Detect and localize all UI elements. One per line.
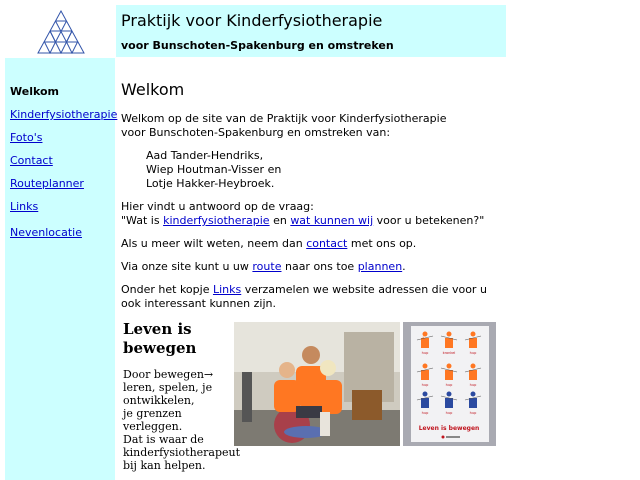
poster-label: hup bbox=[469, 411, 477, 415]
aside-title-line: bewegen bbox=[123, 339, 197, 357]
poster-label: kronkel bbox=[442, 351, 456, 355]
poster-label: hup bbox=[421, 411, 429, 415]
poster-label: hup bbox=[469, 383, 477, 387]
aside-title bbox=[123, 320, 231, 358]
question-text-2: en bbox=[269, 214, 291, 227]
route-text-1: Via onze site kunt u uw bbox=[121, 260, 253, 273]
aside-text-line: Door bewegen→ bbox=[123, 368, 214, 381]
nav-item-kinderfysiotherapie[interactable]: Kinderfysiotherapie bbox=[10, 108, 118, 121]
poster-label: hup bbox=[469, 351, 477, 355]
contact-text-2: met ons op. bbox=[347, 237, 417, 250]
links-text-1: Onder het kopje bbox=[121, 283, 213, 296]
poster-caption: Leven is bewegen bbox=[418, 425, 480, 432]
link-kinderfysiotherapie[interactable]: kinderfysiotherapie bbox=[163, 214, 270, 227]
poster-label: hup bbox=[445, 411, 453, 415]
therapists-photo bbox=[234, 322, 400, 446]
question-intro: Hier vindt u antwoord op de vraag: bbox=[121, 200, 314, 213]
site-subtitle: voor Bunschoten-Spakenburg en omstreken bbox=[121, 39, 394, 52]
aside-text-line: bij kan helpen. bbox=[123, 459, 206, 472]
links-text-2: verzamelen we website adressen die voor u ook interessant kunnen zijn. bbox=[121, 283, 487, 310]
question-text-1: "Wat is bbox=[121, 214, 164, 227]
poster-label: hup bbox=[421, 383, 429, 387]
aside-text-line: verleggen. bbox=[123, 420, 183, 433]
aside-title-line: Leven is bbox=[123, 320, 192, 338]
link-route[interactable]: route bbox=[252, 260, 282, 273]
logo-triangle-icon bbox=[37, 10, 85, 54]
contact-paragraph bbox=[121, 237, 506, 251]
sidebar-nav bbox=[5, 58, 118, 480]
poster-figures-icon bbox=[403, 322, 496, 446]
main-content bbox=[121, 80, 506, 320]
intro-line-2: voor Bunschoten-Spakenburg en omstreken van: bbox=[121, 126, 391, 139]
intro-line-1: Welkom op de site van de Praktijk voor Kinderfysiotherapie bbox=[121, 112, 447, 125]
name-item: Wiep Houtman-Visser en bbox=[146, 163, 282, 176]
nav-item-links[interactable]: Links bbox=[10, 200, 39, 213]
aside-text bbox=[123, 368, 241, 472]
aside-text-line: je grenzen bbox=[123, 407, 182, 420]
contact-text-1: Als u meer wilt weten, neem dan bbox=[121, 237, 307, 250]
aside-text-line: kinderfysiotherapeut bbox=[123, 446, 241, 459]
link-links[interactable]: Links bbox=[212, 283, 242, 296]
site-title: Praktijk voor Kinderfysiotherapie bbox=[121, 11, 383, 30]
nav-item-fotos[interactable]: Foto's bbox=[10, 131, 43, 144]
route-text-3: . bbox=[402, 260, 406, 273]
therapist-names bbox=[121, 149, 506, 191]
aside-text-line: Dat is waar de bbox=[123, 433, 204, 446]
link-contact[interactable]: contact bbox=[306, 237, 348, 250]
question-text-3: voor u betekenen?" bbox=[373, 214, 485, 227]
header-banner bbox=[116, 5, 506, 57]
route-text-2: naar ons toe bbox=[281, 260, 358, 273]
poster-label: hup bbox=[445, 383, 453, 387]
nav-item-nevenlocatie[interactable]: Nevenlocatie bbox=[10, 226, 82, 239]
question-paragraph bbox=[121, 200, 506, 228]
link-wat-kunnen-wij[interactable]: wat kunnen wij bbox=[290, 214, 374, 227]
aside-text-line: ontwikkelen, bbox=[123, 394, 195, 407]
route-paragraph bbox=[121, 260, 506, 274]
poster-label: hup bbox=[421, 351, 429, 355]
name-item: Lotje Hakker-Heybroek. bbox=[146, 177, 275, 190]
nav-item-welkom[interactable]: Welkom bbox=[10, 85, 60, 98]
aside-leven-is-bewegen bbox=[121, 320, 241, 472]
intro-paragraph bbox=[121, 112, 506, 140]
aside-text-line: leren, spelen, je bbox=[123, 381, 213, 394]
name-item: Aad Tander-Hendriks, bbox=[146, 149, 264, 162]
page-title: Welkom bbox=[121, 80, 185, 99]
links-paragraph bbox=[121, 283, 506, 311]
nav-item-contact[interactable]: Contact bbox=[10, 154, 53, 167]
nav-item-routeplanner[interactable]: Routeplanner bbox=[10, 177, 84, 190]
link-plannen[interactable]: plannen bbox=[357, 260, 403, 273]
poster-photo bbox=[403, 322, 496, 446]
